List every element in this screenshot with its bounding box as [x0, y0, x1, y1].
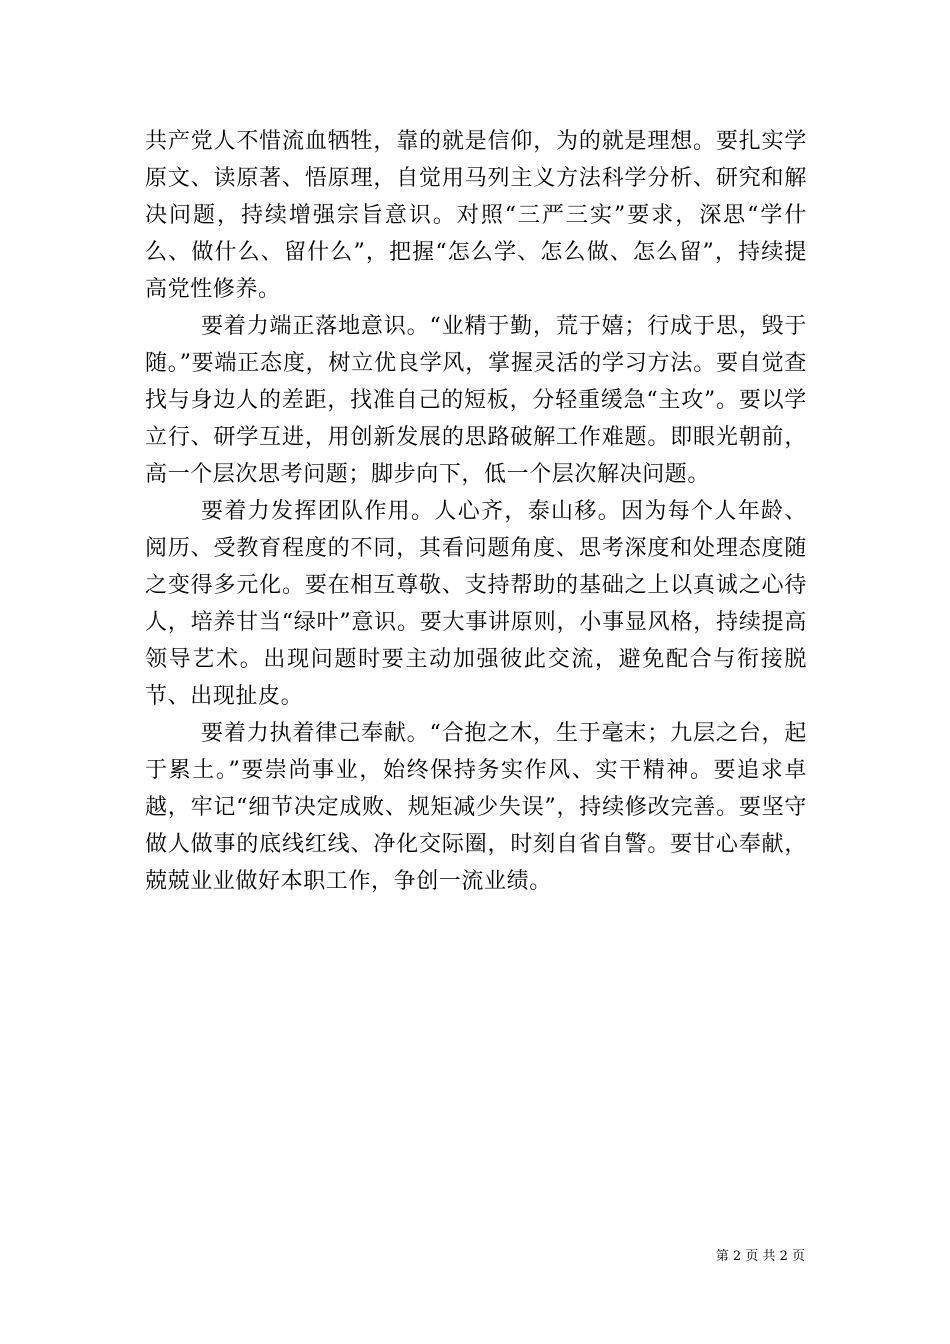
page-number-footer: 第 2 页 共 2 页: [715, 1249, 805, 1264]
paragraph-1: 共产党人不惜流血牺牲，靠的就是信仰，为的就是理想。要扎实学原文、读原著、悟原理，自觉用马列主义方法科学分析、研究和解决问题，持续增强宗旨意识。对照“三严三实”要求，深思“学什么、做什么、留什么”，把握“怎么学、怎么做、怎么留”，持续提高党性修养。: [145, 129, 807, 302]
paragraph-3: 要着力发挥团队作用。人心齐，泰山移。因为每个人年龄、阅历、受教育程度的不同，其看问题角度、思考深度和处理态度随之变得多元化。要在相互尊敬、支持帮助的基础之上以真诚之心待人，培养甘当“绿叶”意识。要大事讲原则，小事显风格，持续提高领导艺术。出现问题时要主动加强彼此交流，避免配合与衔接脱节、出现扯皮。: [145, 499, 807, 709]
paragraph-4: 要着力执着律己奉献。“合抱之木，生于毫末；九层之台，起于累土。”要崇尚事业，始终保持务实作风、实干精神。要追求卓越，牢记“细节决定成败、规矩减少失误”，持续修改完善。要坚守做人做事的底线红线、净化交际圈，时刻自省自警。要甘心奉献，兢兢业业做好本职工作，争创一流业绩。: [145, 721, 807, 894]
document-body: [145, 123, 807, 900]
paragraph-2: 要着力端正落地意识。“业精于勤，荒于嬉；行成于思，毁于随。”要端正态度，树立优良学风，掌握灵活的学习方法。要自觉查找与身边人的差距，找准自己的短板，分轻重缓急“主攻”。要以学立行、研学互进，用创新发展的思路破解工作难题。即眼光朝前，高一个层次思考问题；脚步向下，低一个层次解决问题。: [145, 314, 807, 487]
